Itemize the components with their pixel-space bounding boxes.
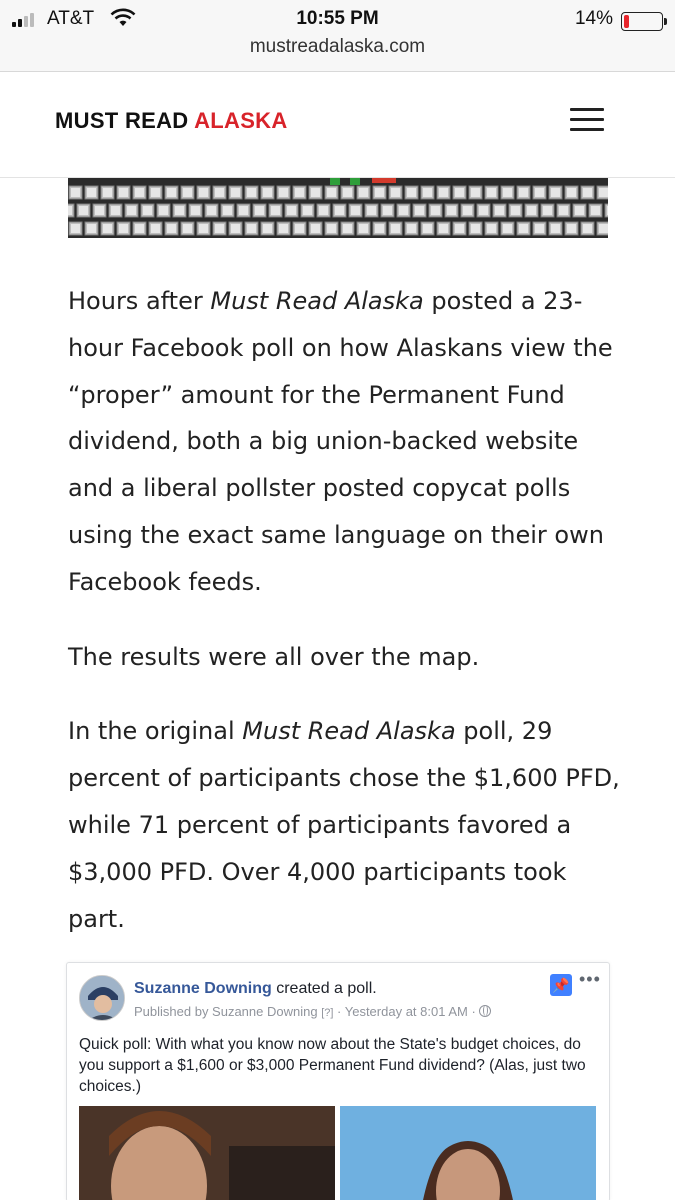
brick-tile-highlight: [263, 188, 272, 197]
brick-tile-highlight: [311, 188, 320, 197]
brick-tile-highlight: [247, 224, 256, 233]
brick-tile-highlight: [207, 206, 216, 215]
brick-tile-highlight: [343, 224, 352, 233]
brick-tile-highlight: [295, 188, 304, 197]
brick-tile-highlight: [487, 188, 496, 197]
brick-tile-highlight: [599, 224, 608, 233]
brick-tile-highlight: [167, 188, 176, 197]
brick-tile-highlight: [95, 206, 104, 215]
brick-tile-highlight: [431, 206, 440, 215]
brick-tile-highlight: [583, 224, 592, 233]
brick-tile-highlight: [487, 224, 496, 233]
brick-tile-highlight: [231, 188, 240, 197]
brick-tile-highlight: [567, 188, 576, 197]
brick-tile-highlight: [103, 224, 112, 233]
brick-tile-highlight: [391, 188, 400, 197]
brick-tile-highlight: [455, 188, 464, 197]
site-logo[interactable]: [55, 108, 288, 134]
brick-tile-highlight: [591, 206, 600, 215]
brick-tile-highlight: [375, 188, 384, 197]
brick-tile-highlight: [519, 224, 528, 233]
brick-tile-highlight: [519, 188, 528, 197]
brick-tile-highlight: [87, 224, 96, 233]
brick-tile-highlight: [359, 224, 368, 233]
brick-tile-highlight: [255, 206, 264, 215]
publication-name: Must Read Alaska: [242, 717, 456, 746]
logo-text-must-read: MUST READ: [55, 108, 189, 133]
brick-tile-highlight: [199, 188, 208, 197]
brick-tile-highlight: [359, 188, 368, 197]
brick-tile-highlight: [327, 224, 336, 233]
brick-tile-highlight: [279, 188, 288, 197]
battery-icon: [621, 12, 663, 31]
brick-tile-highlight: [407, 224, 416, 233]
brick-tile-highlight: [127, 206, 136, 215]
brick-tile-highlight: [135, 224, 144, 233]
brick-tile-highlight: [535, 224, 544, 233]
brick-tile-highlight: [159, 206, 168, 215]
brick-tile-highlight: [327, 188, 336, 197]
brick-tile-highlight: [231, 224, 240, 233]
brick-tile-highlight: [343, 188, 352, 197]
brick-tile-highlight: [183, 188, 192, 197]
public-globe-icon: [479, 1005, 491, 1017]
brick-tile-highlight: [527, 206, 536, 215]
post-header: Suzanne Downing created a poll.: [134, 980, 377, 997]
brick-tile-highlight: [551, 188, 560, 197]
brick-tile-highlight: [151, 188, 160, 197]
brick-tile-highlight: [447, 206, 456, 215]
brick-tile-highlight: [71, 224, 80, 233]
clock: 10:55 PM: [296, 8, 379, 29]
brick-tile-highlight: [135, 188, 144, 197]
post-author-link[interactable]: Suzanne Downing: [134, 980, 272, 997]
brick-tile-highlight: [191, 206, 200, 215]
brick-tile-highlight: [287, 206, 296, 215]
hamburger-menu-icon[interactable]: [570, 106, 606, 134]
brick-tile-highlight: [439, 188, 448, 197]
brick-tile-highlight: [455, 224, 464, 233]
poll-option-image-1[interactable]: [79, 1106, 335, 1200]
brick-tile-highlight: [543, 206, 552, 215]
brick-tile-highlight: [559, 206, 568, 215]
brick-tile-highlight: [87, 188, 96, 197]
brick-tile-highlight: [175, 206, 184, 215]
brick-tile-highlight: [279, 224, 288, 233]
more-options-icon[interactable]: •••: [579, 969, 601, 989]
brick-tile-highlight: [535, 188, 544, 197]
brick-tile-highlight: [439, 224, 448, 233]
brick-tile-highlight: [471, 188, 480, 197]
facebook-post-embed: [66, 962, 610, 1200]
article-body: [68, 278, 623, 970]
brick-tile-highlight: [271, 206, 280, 215]
battery-percent: 14%: [574, 8, 613, 29]
brick-tile-highlight: [415, 206, 424, 215]
publication-name: Must Read Alaska: [210, 287, 424, 315]
brick-tile-highlight: [471, 224, 480, 233]
brick-tile-highlight: [423, 188, 432, 197]
status-bar: [0, 6, 675, 32]
brick-tile-highlight: [199, 224, 208, 233]
carrier-label: AT&T: [47, 8, 95, 29]
brick-tile-highlight: [319, 206, 328, 215]
site-header: [0, 72, 675, 178]
brick-tile-highlight: [583, 188, 592, 197]
brick-tile-highlight: [143, 206, 152, 215]
brick-tile-highlight: [367, 206, 376, 215]
post-text: Quick poll: With what you know now about the State's budget choices, do you support a $1,600 or $3,000 Permanent Fund dividend? (Alas, just two choices.): [79, 1036, 586, 1095]
brick-tile-highlight: [503, 188, 512, 197]
brick-tile-highlight: [79, 206, 88, 215]
poll-option-image-2[interactable]: [340, 1106, 596, 1200]
avatar[interactable]: [79, 975, 125, 1021]
address-bar-url[interactable]: mustreadalaska.com: [249, 36, 426, 57]
brick-tile-highlight: [407, 188, 416, 197]
brick-tile-highlight: [223, 206, 232, 215]
pin-icon[interactable]: 📌: [550, 974, 572, 996]
brick-tile-highlight: [119, 224, 128, 233]
brick-tile-highlight: [511, 206, 520, 215]
logo-text-alaska: ALASKA: [194, 108, 288, 133]
brick-tile-highlight: [503, 224, 512, 233]
brick-tile-highlight: [68, 206, 72, 215]
post-timestamp[interactable]: · Yesterday at 8:01 AM ·: [333, 1004, 480, 1019]
brick-tile-highlight: [215, 224, 224, 233]
brick-tile-highlight: [423, 224, 432, 233]
brick-tile-highlight: [247, 188, 256, 197]
brick-tile-highlight: [215, 188, 224, 197]
article-paragraph: The results were all over the map.: [68, 642, 480, 671]
post-meta: Published by Suzanne Downing [?] · Yesterday at 8:01 AM ·: [134, 1004, 491, 1019]
brick-tile-highlight: [383, 206, 392, 215]
brick-tile-highlight: [599, 188, 608, 197]
brick-tile-highlight: [103, 188, 112, 197]
brick-tile-highlight: [263, 224, 272, 233]
brick-tile-highlight: [391, 224, 400, 233]
brick-tile-highlight: [607, 206, 608, 215]
brick-tile-highlight: [295, 224, 304, 233]
brick-tile-highlight: [495, 206, 504, 215]
brick-tile-highlight: [335, 206, 344, 215]
article-paragraph: Hours after Must Read Alaska posted a 23-hour Facebook poll on how Alaskans view the “proper” amount for the Permanent Fund dividend, both a big union-backed website and a liberal pollster posted copycat polls using the exact same language on their own Facebook feeds.: [68, 287, 613, 596]
brick-tile-highlight: [567, 224, 576, 233]
brick-tile-highlight: [303, 206, 312, 215]
brick-tile-highlight: [111, 206, 120, 215]
brick-tile-highlight: [183, 224, 192, 233]
brick-tile-highlight: [119, 188, 128, 197]
brick-tile-highlight: [375, 224, 384, 233]
brick-tile-highlight: [575, 206, 584, 215]
brick-tile-highlight: [151, 224, 160, 233]
brick-tile-highlight: [239, 206, 248, 215]
brick-tile-highlight: [551, 224, 560, 233]
brick-tile-highlight: [479, 206, 488, 215]
brick-tile-highlight: [351, 206, 360, 215]
brick-tile-highlight: [463, 206, 472, 215]
article-header-image: [68, 178, 608, 238]
brick-tile-highlight: [311, 224, 320, 233]
brick-tile-highlight: [71, 188, 80, 197]
browser-top-bar: [0, 0, 675, 72]
article-paragraph: In the original Must Read Alaska poll, 29 percent of participants chose the $1,600 PFD, while 71 percent of participants favored a $3,000 PFD. Over 4,000 participants took part.: [68, 717, 620, 933]
battery-level-fill: [624, 15, 629, 28]
brick-tile-highlight: [399, 206, 408, 215]
brick-tile-highlight: [167, 224, 176, 233]
